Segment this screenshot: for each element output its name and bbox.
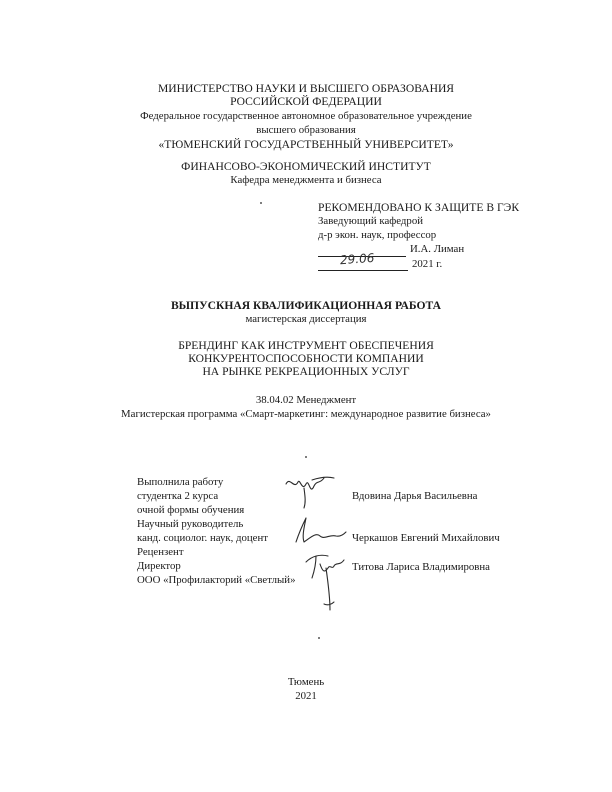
ministry-line-2: РОССИЙСКОЙ ФЕДЕРАЦИИ	[230, 95, 382, 108]
student-role-line-3: очной формы обучения	[137, 504, 245, 516]
university-name: «ТЮМЕНСКИЙ ГОСУДАРСТВЕННЫЙ УНИВЕРСИТЕТ»	[158, 138, 454, 151]
work-subtype: магистерская диссертация	[245, 313, 367, 325]
scan-dot	[305, 456, 307, 458]
approval-title: РЕКОМЕНДОВАНО К ЗАЩИТЕ В ГЭК	[318, 201, 520, 214]
work-topic-line-3: НА РЫНКЕ РЕКРЕАЦИОННЫХ УСЛУГ	[202, 365, 410, 378]
ministry-line-1: МИНИСТЕРСТВО НАУКИ И ВЫСШЕГО ОБРАЗОВАНИЯ	[157, 82, 455, 95]
institute-name: ФИНАНСОВО-ЭКОНОМИЧЕСКИЙ ИНСТИТУТ	[181, 160, 431, 173]
student-name: Вдовина Дарья Васильевна	[352, 490, 478, 502]
work-code: 38.04.02 Менеджмент	[255, 394, 357, 406]
footer-city: Тюмень	[287, 676, 325, 688]
approval-date-line	[318, 270, 408, 271]
approval-year: 2021 г.	[412, 258, 443, 270]
reviewer-signature	[302, 548, 354, 614]
work-type: ВЫПУСКНАЯ КВАЛИФИКАЦИОННАЯ РАБОТА	[170, 299, 442, 312]
department-name: Кафедра менеджмента и бизнеса	[230, 174, 382, 186]
work-program: Магистерская программа «Смарт-маркетинг: международное развитие бизнеса»	[121, 408, 491, 420]
reviewer-name: Титова Лариса Владимировна	[352, 561, 490, 573]
student-role-line-1: Выполнила работу	[137, 476, 224, 488]
scan-dot	[318, 637, 320, 639]
reviewer-role-line-2: Директор	[137, 560, 181, 572]
student-role-line-2: студентка 2 курса	[137, 490, 219, 502]
approval-name: И.А. Лиман	[410, 243, 465, 255]
work-topic-line-2: КОНКУРЕНТОСПОСОБНОСТИ КОМПАНИИ	[188, 352, 424, 365]
reviewer-role-line-3: ООО «Профилакторий «Светлый»	[137, 574, 296, 586]
supervisor-signature	[290, 512, 350, 552]
approval-degree: д-р экон. наук, профессор	[318, 229, 437, 241]
institution-line-2: высшего образования	[256, 124, 356, 136]
work-topic-line-1: БРЕНДИНГ КАК ИНСТРУМЕНТ ОБЕСПЕЧЕНИЯ	[178, 339, 434, 352]
institution-line-1: Федеральное государственное автономное образовательное учреждение	[140, 110, 472, 122]
supervisor-role-line-1: Научный руководитель	[137, 518, 244, 530]
footer-year: 2021	[295, 690, 317, 702]
approval-position: Заведующий кафедрой	[318, 215, 424, 227]
supervisor-name: Черкашов Евгений Михайлович	[352, 532, 500, 544]
approval-handwritten-date: 29.06	[339, 250, 375, 268]
student-signature	[282, 470, 342, 510]
supervisor-role-line-2: канд. социолог. наук, доцент	[137, 532, 268, 544]
reviewer-role-line-1: Рецензент	[137, 546, 184, 558]
scan-dot	[260, 202, 262, 204]
